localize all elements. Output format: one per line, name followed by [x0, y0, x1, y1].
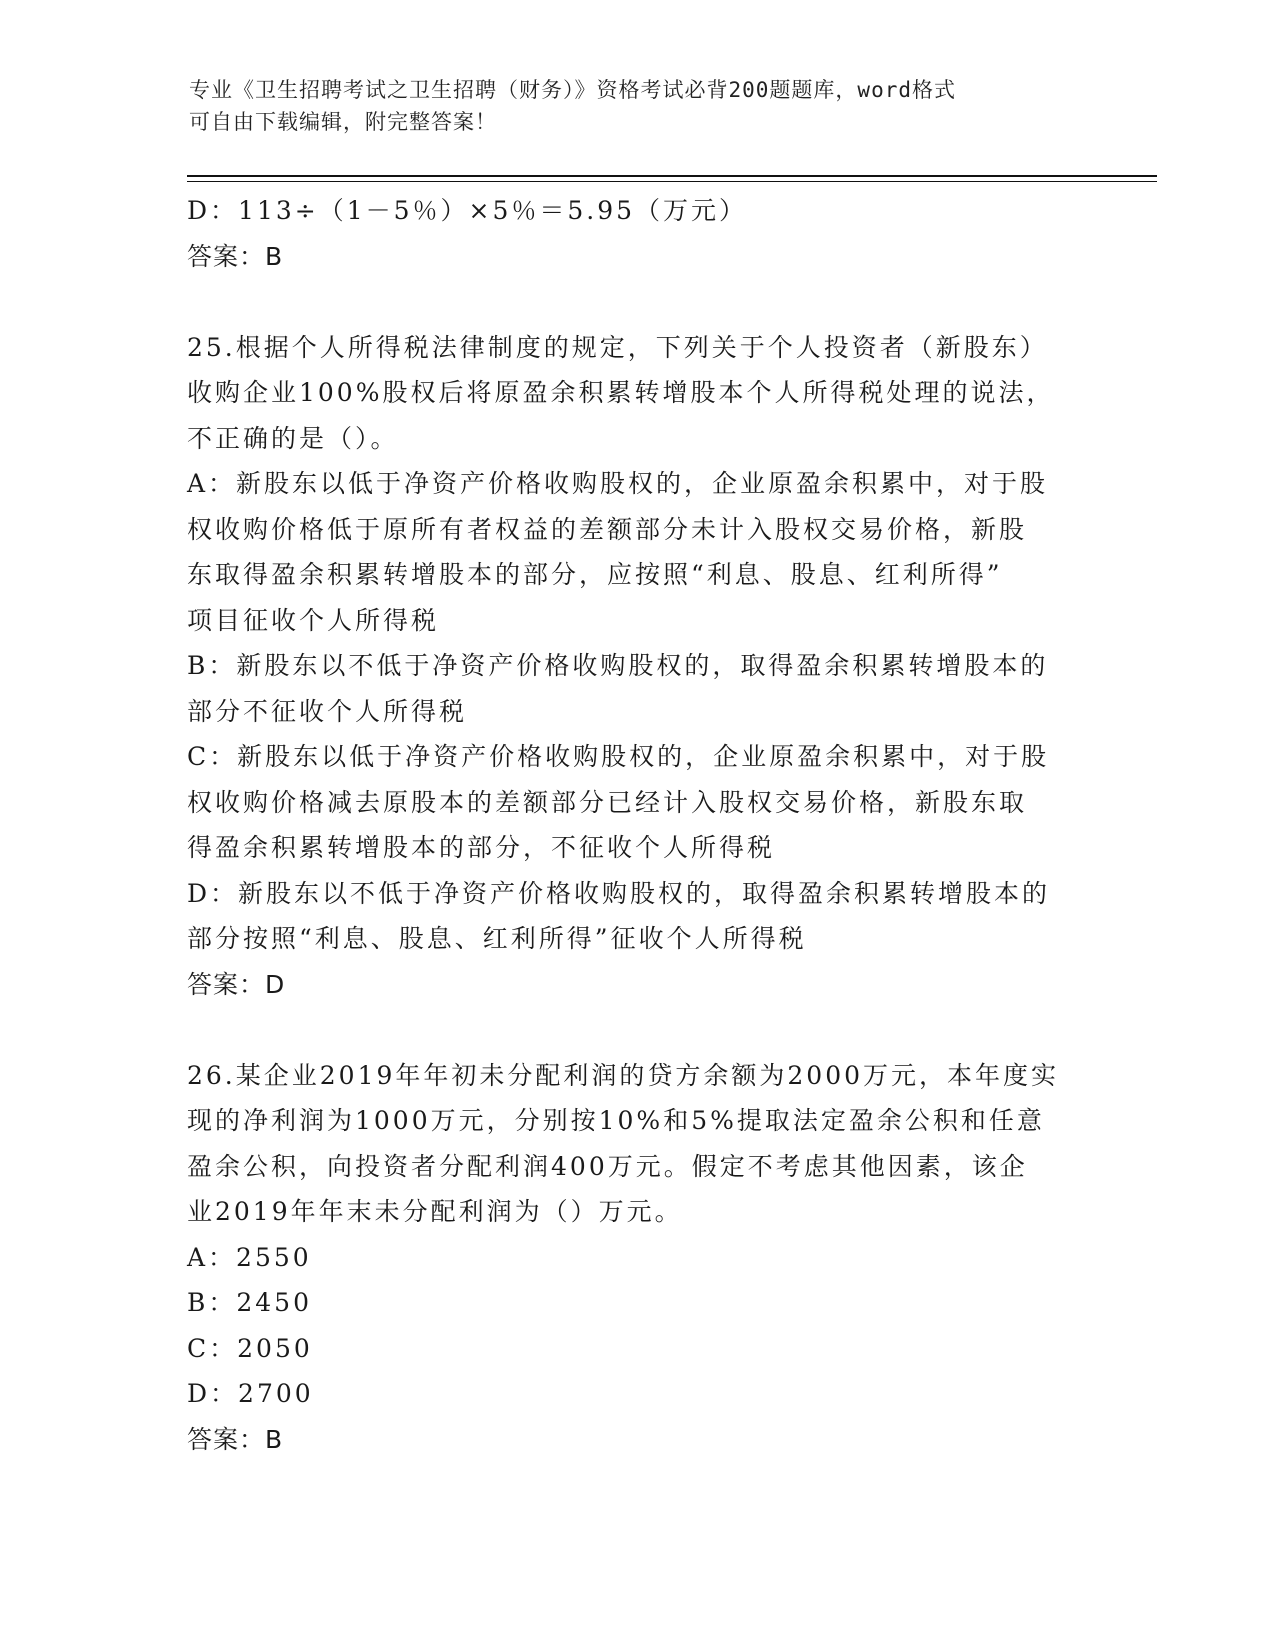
option-line: D：新股东以不低于净资产价格收购股权的，取得盈余积累转增股本的: [187, 878, 1051, 908]
option-line: 项目征收个人所得税: [187, 605, 440, 635]
option-d: D：2700: [187, 1379, 314, 1408]
spacer: [187, 1007, 1087, 1053]
document-body: [187, 188, 1087, 1462]
option-line: A：新股东以低于净资产价格收购股权的，企业原盈余积累中，对于股: [187, 469, 1049, 498]
option-b: B：2450: [187, 1288, 312, 1317]
option-a: [187, 461, 1087, 643]
question-26: [187, 1053, 1087, 1463]
question-stem-line: 不正确的是（）。: [187, 423, 399, 453]
option-line: 部分不征收个人所得税: [187, 696, 468, 726]
header-divider-thin: [187, 181, 1157, 182]
option-line: 权收购价格低于原所有者权益的差额部分未计入股权交易价格，新股: [187, 514, 1028, 544]
option-line: C：新股东以低于净资产价格收购股权的，企业原盈余积累中，对于股: [187, 742, 1050, 771]
option-b: [187, 643, 1087, 734]
option-c: [187, 734, 1087, 871]
question-stem-line: 25.根据个人所得税法律制度的规定，下列关于个人投资者（新股东）: [187, 332, 1048, 362]
option-d: [187, 871, 1087, 962]
option-line: 东取得盈余积累转增股本的部分，应按照“利息、股息、红利所得”: [187, 560, 1003, 589]
spacer: [187, 279, 1087, 325]
answer-line: 答案：B: [187, 1424, 284, 1454]
answer-line: 答案：D: [187, 969, 286, 999]
option-line: 部分按照“利息、股息、红利所得”征收个人所得税: [187, 924, 807, 953]
question-stem-line: 现的净利润为1000万元，分别按10%和5%提取法定盈余公积和任意: [187, 1106, 1045, 1135]
option-c: C：2050: [187, 1333, 313, 1363]
option-line: 权收购价格减去原股本的差额部分已经计入股权交易价格，新股东取: [187, 787, 1028, 817]
option-line: 得盈余积累转增股本的部分，不征收个人所得税: [187, 833, 776, 862]
header-line-1: 专业《卫生招聘考试之卫生招聘（财务）》资格考试必背200题题库，word格式: [189, 78, 956, 102]
question-stem-line: 26.某企业2019年年初未分配利润的贷方余额为2000万元，本年度实: [187, 1060, 1060, 1090]
option-line: B：新股东以不低于净资产价格收购股权的，取得盈余积累转增股本的: [187, 651, 1049, 680]
header-divider-thick: [187, 175, 1157, 177]
option-a: A：2550: [187, 1242, 312, 1272]
header-line-2: 可自由下载编辑，附完整答案！: [189, 110, 497, 134]
question-stem-line: 盈余公积，向投资者分配利润400万元。假定不考虑其他因素，该企: [187, 1151, 1028, 1181]
continued-option-d: D：113÷（1－5％）×5％＝5.95（万元）: [187, 196, 748, 225]
continued-answer: 答案：B: [187, 241, 284, 271]
question-stem-line: 收购企业100%股权后将原盈余积累转增股本个人所得税处理的说法，: [187, 378, 1055, 407]
question-25: [187, 325, 1087, 1008]
page-header: [189, 74, 1069, 138]
question-stem-line: 业2019年年末未分配利润为（）万元。: [187, 1197, 683, 1226]
